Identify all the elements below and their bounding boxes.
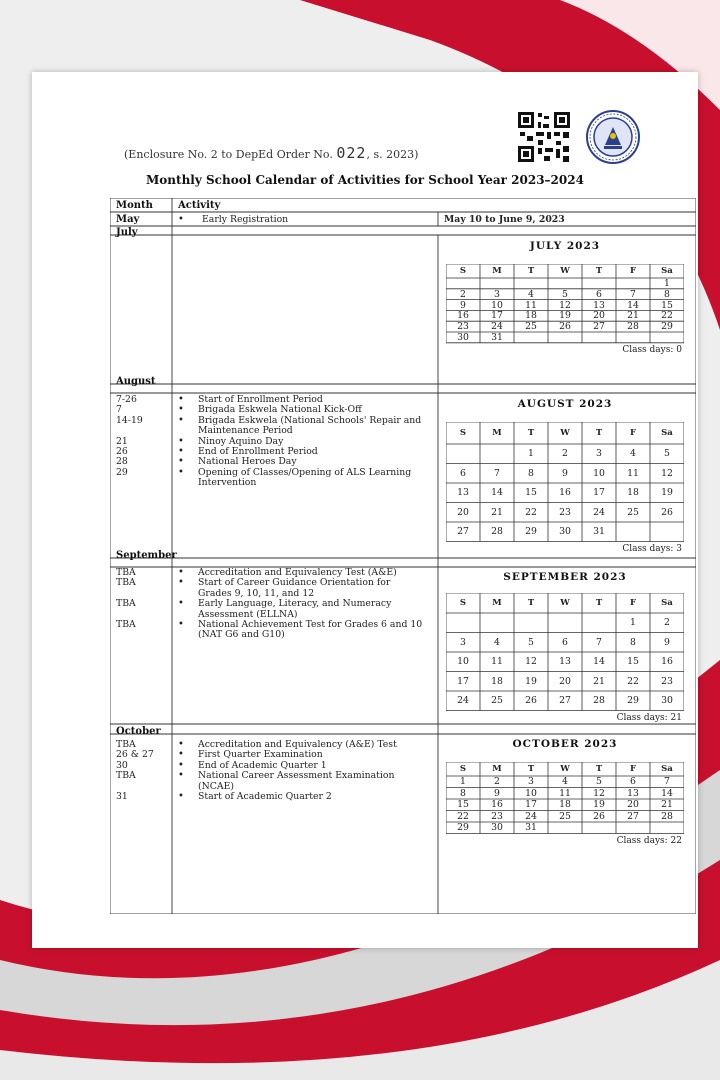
enclosure-number: 022	[336, 144, 367, 162]
enclosure-prefix: (Enclosure No. 2 to DepEd Order No.	[124, 148, 333, 161]
month-column-header: Month	[116, 200, 153, 211]
weekday-header: W	[560, 427, 570, 438]
calendar-day: 6	[562, 636, 568, 648]
weekday-header: T	[595, 763, 603, 774]
calendar-day: 31	[491, 331, 503, 343]
calendar-day: 27	[627, 810, 639, 822]
calendar-day: 22	[627, 675, 639, 687]
weekday-header: M	[492, 763, 502, 774]
calendar-day: 3	[528, 776, 534, 788]
calendar-day: 28	[491, 526, 503, 538]
calendar-day: 3	[596, 448, 602, 460]
calendar-day: 27	[593, 321, 605, 333]
bullet: •	[178, 567, 184, 578]
activity-date: TBA	[116, 598, 136, 610]
activity-text: Intervention	[198, 477, 257, 489]
weekday-header: Sa	[661, 763, 673, 774]
calendar-day: 18	[559, 799, 571, 811]
weekday-header: M	[492, 597, 502, 608]
weekday-header: S	[459, 265, 467, 276]
bullet: •	[178, 404, 184, 416]
month-july: July	[116, 227, 138, 238]
activity-column-header: Activity	[178, 200, 221, 211]
activity-date: TBA	[116, 567, 136, 578]
calendar-day: 14	[491, 487, 503, 499]
calendar-title: SEPTEMBER 2023	[503, 571, 627, 583]
document-page	[32, 72, 698, 948]
calendar-day: 16	[491, 799, 503, 811]
activity-text: Early Language, Literacy, and Numeracy	[198, 598, 392, 610]
calendar-day: 9	[460, 299, 466, 311]
weekday-header: F	[629, 265, 637, 276]
calendar-day: 29	[525, 526, 537, 538]
weekday-header: T	[527, 763, 535, 774]
weekday-header: F	[629, 427, 637, 438]
bullet: •	[178, 214, 184, 225]
calendar-day: 29	[627, 695, 639, 707]
calendar-day: 22	[661, 310, 673, 322]
activity-text: National Heroes Day	[198, 456, 297, 468]
calendar-day: 27	[457, 526, 469, 538]
calendar-day: 4	[494, 636, 500, 648]
bullet: •	[178, 446, 184, 457]
calendar-day: 22	[525, 506, 537, 518]
calendar-day: 20	[457, 506, 469, 518]
calendar-day: 29	[661, 321, 673, 333]
weekday-header: T	[527, 597, 535, 608]
activity-text: End of Academic Quarter 1	[198, 759, 327, 771]
calendar-day: 20	[559, 675, 571, 687]
activity-date: 7	[116, 404, 122, 416]
calendar-day: 13	[593, 299, 605, 311]
activity-date: 28	[116, 456, 128, 468]
bullet: •	[178, 739, 184, 750]
weekday-header: W	[560, 597, 570, 608]
calendar-day: 2	[562, 448, 568, 460]
calendar-day: 3	[494, 288, 500, 300]
calendar-day: 26	[593, 810, 605, 822]
bullet: •	[178, 456, 184, 468]
calendar-day: 28	[661, 810, 673, 822]
activity-date: 7-26	[116, 394, 137, 405]
activity-text: (NCAE)	[198, 780, 235, 792]
calendar-day: 19	[525, 675, 537, 687]
calendar-day: 25	[491, 695, 503, 707]
calendar-day: 19	[661, 487, 673, 499]
activity-date: TBA	[116, 619, 136, 630]
calendar-day: 21	[593, 675, 605, 687]
bullet: •	[178, 759, 184, 771]
calendar-day: 24	[491, 321, 503, 333]
calendar-day: 16	[457, 310, 469, 322]
calendar-day: 11	[627, 467, 639, 479]
calendar-day: 6	[596, 288, 602, 300]
activity-text: Brigada Eskwela (National Schools' Repair and	[198, 414, 422, 426]
calendar-day: 6	[460, 467, 466, 479]
calendar-day: 10	[457, 656, 469, 668]
calendar-day: 17	[525, 799, 537, 811]
activity-text: End of Enrollment Period	[198, 446, 318, 457]
class-days-count: Class days: 22	[616, 835, 682, 846]
calendar-day: 14	[593, 656, 605, 668]
weekday-header: M	[492, 427, 502, 438]
activity-date: 21	[116, 435, 128, 447]
weekday-header: Sa	[661, 265, 673, 276]
calendar-day: 8	[664, 288, 670, 300]
calendar-day: 17	[593, 487, 605, 499]
calendar-day: 8	[528, 467, 534, 479]
calendar-day: 12	[661, 467, 673, 479]
calendar-day: 26	[661, 506, 673, 518]
weekday-header: T	[527, 427, 535, 438]
calendar-day: 25	[525, 321, 537, 333]
calendar-day: 21	[627, 310, 639, 322]
calendar-day: 21	[661, 799, 673, 811]
calendar-title: JULY 2023	[529, 240, 601, 252]
calendar-day: 29	[457, 822, 469, 834]
bullet: •	[178, 619, 184, 630]
weekday-header: T	[595, 427, 603, 438]
weekday-header: F	[629, 763, 637, 774]
calendar-day: 7	[494, 467, 500, 479]
calendar-day: 14	[627, 299, 639, 311]
weekday-header: S	[459, 763, 467, 774]
calendar-day: 5	[562, 288, 568, 300]
calendar-day: 12	[525, 656, 537, 668]
class-days-count: Class days: 0	[622, 344, 682, 355]
bullet: •	[178, 577, 184, 589]
calendar-day: 9	[664, 636, 670, 648]
bullet: •	[178, 770, 184, 782]
activity-date: 29	[116, 466, 128, 478]
calendar-day: 10	[525, 787, 537, 799]
activity-date: TBA	[116, 770, 136, 782]
calendar-day: 13	[457, 487, 469, 499]
month-august: August	[116, 376, 156, 387]
calendar-day: 15	[457, 799, 469, 811]
calendar-day: 10	[491, 299, 503, 311]
calendar-day: 15	[661, 299, 673, 311]
calendar-day: 1	[664, 277, 670, 289]
calendar-day: 5	[528, 636, 534, 648]
calendar-day: 2	[460, 288, 466, 300]
weekday-header: S	[459, 597, 467, 608]
month-september: September	[116, 550, 177, 561]
calendar-day: 15	[627, 656, 639, 668]
bullet: •	[178, 394, 184, 405]
calendar-day: 17	[491, 310, 503, 322]
bullet: •	[178, 414, 184, 426]
activity-early-registration: Early Registration	[202, 214, 289, 225]
calendar-day: 30	[491, 822, 503, 834]
calendar-day: 30	[457, 331, 469, 343]
document-title: Monthly School Calendar of Activities for School Year 2023–2024	[146, 173, 584, 187]
calendar-day: 10	[593, 467, 605, 479]
calendar-day: 6	[630, 776, 636, 788]
calendar-day: 30	[661, 695, 673, 707]
calendar-day: 8	[460, 787, 466, 799]
calendar-day: 17	[457, 675, 469, 687]
calendar-day: 30	[559, 526, 571, 538]
calendar-day: 18	[491, 675, 503, 687]
deped-seal-icon	[585, 109, 641, 165]
calendar-day: 20	[627, 799, 639, 811]
activity-date: TBA	[116, 577, 136, 589]
bullet: •	[178, 435, 184, 447]
calendar-day: 31	[525, 822, 537, 834]
calendar-day: 20	[593, 310, 605, 322]
calendar-day: 11	[559, 787, 571, 799]
calendar-day: 24	[457, 695, 469, 707]
activity-text: First Quarter Examination	[198, 749, 323, 761]
calendar-grid	[446, 593, 684, 712]
bullet: •	[178, 466, 184, 478]
calendar-day: 28	[593, 695, 605, 707]
calendar-day: 5	[664, 448, 670, 460]
activity-text: Start of Career Guidance Orientation for	[198, 577, 391, 589]
activity-text: National Achievement Test for Grades 6 and 10	[198, 619, 423, 630]
calendar-day: 27	[559, 695, 571, 707]
calendar-day: 31	[593, 526, 605, 538]
activity-text: Grades 9, 10, 11, and 12	[198, 587, 315, 599]
calendar-day: 4	[528, 288, 534, 300]
calendar-day: 23	[661, 675, 673, 687]
calendar-day: 11	[491, 656, 503, 668]
activity-text: Ninoy Aquino Day	[198, 435, 284, 447]
weekday-header: T	[595, 265, 603, 276]
calendar-day: 22	[457, 810, 469, 822]
activity-text: Start of Enrollment Period	[198, 394, 323, 405]
calendar-day: 13	[559, 656, 571, 668]
weekday-header: S	[459, 427, 467, 438]
weekday-header: M	[492, 265, 502, 276]
calendar-day: 25	[559, 810, 571, 822]
weekday-header: W	[560, 763, 570, 774]
weekday-header: T	[527, 265, 535, 276]
bullet: •	[178, 749, 184, 761]
enclosure-suffix: , s. 2023)	[366, 148, 419, 161]
calendar-day: 14	[661, 787, 673, 799]
calendar-day: 12	[593, 787, 605, 799]
calendar-title: OCTOBER 2023	[512, 738, 618, 750]
activity-text: Accreditation and Equivalency (A&E) Test	[198, 739, 397, 750]
calendar-title: AUGUST 2023	[517, 398, 613, 410]
calendar-day: 24	[525, 810, 537, 822]
calendar-day: 13	[627, 787, 639, 799]
calendar-day: 18	[627, 487, 639, 499]
calendar-day: 23	[457, 321, 469, 333]
calendar-day: 9	[562, 467, 568, 479]
weekday-header: Sa	[661, 597, 673, 608]
calendar-day: 16	[661, 656, 673, 668]
calendar-day: 9	[494, 787, 500, 799]
activity-text: Opening of Classes/Opening of ALS Learning	[198, 466, 412, 478]
weekday-header: T	[595, 597, 603, 608]
activity-text: Maintenance Period	[198, 425, 293, 437]
month-may: May	[116, 214, 140, 225]
activity-date: 26 & 27	[116, 749, 154, 761]
activity-date: 26	[116, 446, 128, 457]
calendar-day: 18	[525, 310, 537, 322]
calendar-day: 26	[525, 695, 537, 707]
activity-text: Brigada Eskwela National Kick-Off	[198, 404, 362, 416]
class-days-count: Class days: 3	[622, 543, 682, 554]
qr-code-icon	[516, 110, 572, 164]
calendar-day: 2	[664, 617, 670, 629]
calendar-day: 24	[593, 506, 605, 518]
calendar-day: 1	[528, 448, 534, 460]
calendar-day: 12	[559, 299, 571, 311]
weekday-header: W	[560, 265, 570, 276]
month-october: October	[116, 726, 161, 737]
calendar-day: 5	[596, 776, 602, 788]
calendar-day: 7	[630, 288, 636, 300]
calendar-day: 23	[559, 506, 571, 518]
calendar-day: 7	[596, 636, 602, 648]
calendar-day: 1	[460, 776, 466, 788]
activity-text: National Career Assessment Examination	[198, 770, 395, 782]
calendar-day: 25	[627, 506, 639, 518]
bullet: •	[178, 791, 184, 802]
calendar-day: 1	[630, 617, 636, 629]
calendar-day: 11	[525, 299, 537, 311]
calendar-day: 23	[491, 810, 503, 822]
calendar-day: 21	[491, 506, 503, 518]
calendar-day: 2	[494, 776, 500, 788]
calendar-day: 8	[630, 636, 636, 648]
calendar-day: 19	[559, 310, 571, 322]
activity-date: 31	[116, 791, 128, 802]
bullet: •	[178, 598, 184, 610]
calendar-day: 3	[460, 636, 466, 648]
calendar-day: 26	[559, 321, 571, 333]
activity-date: TBA	[116, 739, 136, 750]
calendar-day: 15	[525, 487, 537, 499]
activity-text: (NAT G6 and G10)	[198, 629, 285, 641]
activity-text: Assessment (ELLNA)	[198, 608, 298, 620]
weekday-header: F	[629, 597, 637, 608]
calendar-grid	[446, 422, 684, 543]
activity-text: Accreditation and Equivalency Test (A&E)	[198, 567, 397, 578]
calendar-day: 19	[593, 799, 605, 811]
activity-date: 14-19	[116, 414, 143, 426]
calendar-day: 4	[562, 776, 568, 788]
calendar-day: 7	[664, 776, 670, 788]
enclosure-line	[124, 144, 418, 162]
activity-date: 30	[116, 759, 128, 771]
may-date-range: May 10 to June 9, 2023	[444, 214, 565, 225]
class-days-count: Class days: 21	[616, 712, 682, 723]
calendar-day: 28	[627, 321, 639, 333]
calendar-day: 4	[630, 448, 636, 460]
calendar-day: 16	[559, 487, 571, 499]
activity-text: Start of Academic Quarter 2	[198, 791, 332, 802]
weekday-header: Sa	[661, 427, 673, 438]
